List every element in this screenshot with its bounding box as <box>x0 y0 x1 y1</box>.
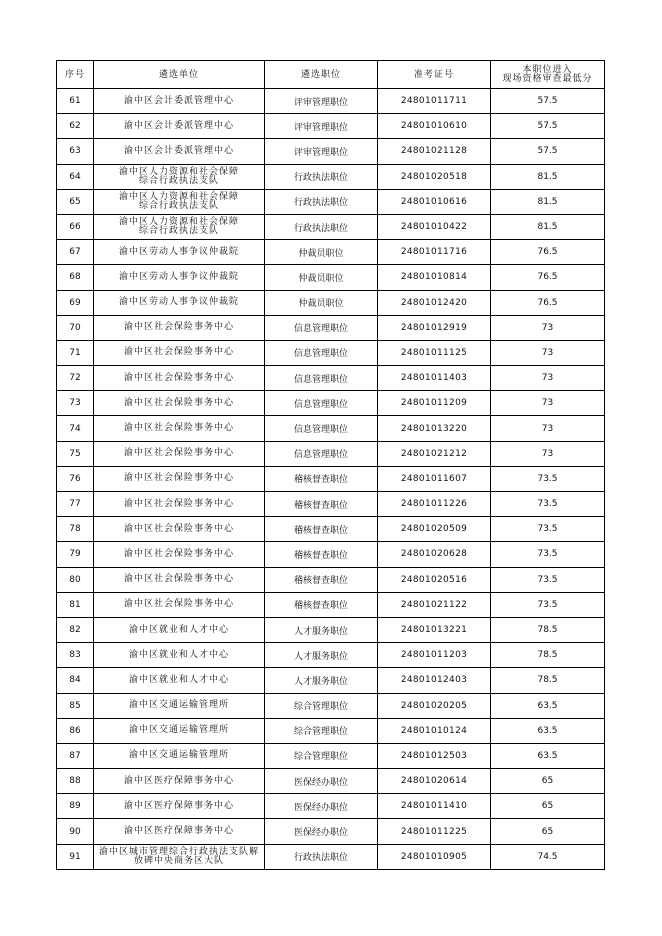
table-row <box>57 693 605 718</box>
cell-min-score: 73.5 <box>491 492 605 517</box>
cell-position: 仲裁员职位 <box>265 265 378 290</box>
cell-unit: 渝中区人力资源和社会保障 综合行政执法支队 <box>94 164 265 189</box>
cell-position: 信息管理职位 <box>265 441 378 466</box>
cell-position: 行政执法职位 <box>265 214 378 239</box>
cell-position: 稽核督查职位 <box>265 492 378 517</box>
cell-ticket-number: 24801011209 <box>378 391 491 416</box>
table-row <box>57 189 605 214</box>
cell-serial-number: 76 <box>57 466 94 491</box>
cell-serial-number: 71 <box>57 340 94 365</box>
cell-ticket-number: 24801010905 <box>378 844 491 869</box>
cell-ticket-number: 24801011226 <box>378 492 491 517</box>
cell-unit: 渝中区社会保险事务中心 <box>94 416 265 441</box>
cell-unit: 渝中区社会保险事务中心 <box>94 517 265 542</box>
cell-ticket-number: 24801010124 <box>378 718 491 743</box>
cell-position: 人才服务职位 <box>265 643 378 668</box>
cell-ticket-number: 24801013220 <box>378 416 491 441</box>
cell-ticket-number: 24801012403 <box>378 668 491 693</box>
cell-position: 稽核督查职位 <box>265 542 378 567</box>
cell-serial-number: 61 <box>57 89 94 114</box>
cell-serial-number: 85 <box>57 693 94 718</box>
cell-ticket-number: 24801011403 <box>378 366 491 391</box>
table-row <box>57 290 605 315</box>
table-row <box>57 617 605 642</box>
cell-ticket-number: 24801020628 <box>378 542 491 567</box>
cell-ticket-number: 24801010616 <box>378 189 491 214</box>
cell-serial-number: 80 <box>57 567 94 592</box>
cell-min-score: 73.5 <box>491 466 605 491</box>
cell-position: 综合管理职位 <box>265 693 378 718</box>
cell-serial-number: 68 <box>57 265 94 290</box>
table-row <box>57 340 605 365</box>
table-row <box>57 592 605 617</box>
cell-unit: 渝中区就业和人才中心 <box>94 643 265 668</box>
cell-unit: 渝中区交通运输管理所 <box>94 693 265 718</box>
cell-min-score: 76.5 <box>491 240 605 265</box>
header-min-score: 本职位进入 现场资格审查最低分 <box>491 61 605 89</box>
table-header <box>57 61 605 89</box>
table-row <box>57 819 605 844</box>
cell-unit: 渝中区会计委派管理中心 <box>94 139 265 164</box>
cell-serial-number: 63 <box>57 139 94 164</box>
cell-min-score: 65 <box>491 819 605 844</box>
cell-serial-number: 67 <box>57 240 94 265</box>
cell-unit: 渝中区交通运输管理所 <box>94 743 265 768</box>
cell-position: 人才服务职位 <box>265 668 378 693</box>
cell-position: 信息管理职位 <box>265 315 378 340</box>
cell-unit: 渝中区社会保险事务中心 <box>94 340 265 365</box>
table-body <box>57 89 605 870</box>
cell-ticket-number: 24801020518 <box>378 164 491 189</box>
cell-position: 行政执法职位 <box>265 844 378 869</box>
table-row <box>57 643 605 668</box>
cell-ticket-number: 24801020614 <box>378 769 491 794</box>
cell-ticket-number: 24801012503 <box>378 743 491 768</box>
table-row <box>57 743 605 768</box>
table-row <box>57 391 605 416</box>
cell-ticket-number: 24801020516 <box>378 567 491 592</box>
cell-position: 医保经办职位 <box>265 819 378 844</box>
cell-position: 行政执法职位 <box>265 189 378 214</box>
cell-serial-number: 78 <box>57 517 94 542</box>
cell-unit: 渝中区社会保险事务中心 <box>94 315 265 340</box>
table-row <box>57 718 605 743</box>
cell-ticket-number: 24801021212 <box>378 441 491 466</box>
header-unit: 遴选单位 <box>94 61 265 89</box>
cell-ticket-number: 24801010422 <box>378 214 491 239</box>
cell-serial-number: 87 <box>57 743 94 768</box>
cell-serial-number: 81 <box>57 592 94 617</box>
cell-ticket-number: 24801012420 <box>378 290 491 315</box>
cell-ticket-number: 24801013221 <box>378 617 491 642</box>
header-position: 遴选职位 <box>265 61 378 89</box>
cell-position: 信息管理职位 <box>265 340 378 365</box>
cell-serial-number: 64 <box>57 164 94 189</box>
cell-position: 行政执法职位 <box>265 164 378 189</box>
table-row <box>57 517 605 542</box>
cell-min-score: 81.5 <box>491 164 605 189</box>
cell-position: 稽核督查职位 <box>265 517 378 542</box>
cell-unit: 渝中区医疗保障事务中心 <box>94 794 265 819</box>
cell-unit: 渝中区城市管理综合行政执法支队解 放碑中央商务区大队 <box>94 844 265 869</box>
cell-ticket-number: 24801010814 <box>378 265 491 290</box>
cell-min-score: 73 <box>491 315 605 340</box>
cell-position: 评审管理职位 <box>265 139 378 164</box>
cell-serial-number: 79 <box>57 542 94 567</box>
cell-ticket-number: 24801021122 <box>378 592 491 617</box>
cell-serial-number: 89 <box>57 794 94 819</box>
cell-serial-number: 77 <box>57 492 94 517</box>
cell-min-score: 78.5 <box>491 668 605 693</box>
cell-unit: 渝中区社会保险事务中心 <box>94 366 265 391</box>
table-row <box>57 416 605 441</box>
table-row <box>57 214 605 239</box>
cell-unit: 渝中区会计委派管理中心 <box>94 89 265 114</box>
cell-serial-number: 75 <box>57 441 94 466</box>
cell-unit: 渝中区社会保险事务中心 <box>94 441 265 466</box>
cell-unit: 渝中区社会保险事务中心 <box>94 592 265 617</box>
cell-serial-number: 62 <box>57 114 94 139</box>
table-row <box>57 441 605 466</box>
cell-unit: 渝中区就业和人才中心 <box>94 668 265 693</box>
header-ticket-number: 准考证号 <box>378 61 491 89</box>
cell-ticket-number: 24801011225 <box>378 819 491 844</box>
cell-unit: 渝中区社会保险事务中心 <box>94 567 265 592</box>
cell-ticket-number: 24801011716 <box>378 240 491 265</box>
cell-serial-number: 88 <box>57 769 94 794</box>
table-row <box>57 769 605 794</box>
cell-min-score: 63.5 <box>491 743 605 768</box>
cell-unit: 渝中区会计委派管理中心 <box>94 114 265 139</box>
cell-serial-number: 73 <box>57 391 94 416</box>
table-row <box>57 315 605 340</box>
cell-min-score: 74.5 <box>491 844 605 869</box>
cell-ticket-number: 24801011607 <box>378 466 491 491</box>
cell-min-score: 73 <box>491 441 605 466</box>
table-row <box>57 164 605 189</box>
cell-serial-number: 90 <box>57 819 94 844</box>
cell-position: 医保经办职位 <box>265 794 378 819</box>
cell-position: 仲裁员职位 <box>265 290 378 315</box>
cell-unit: 渝中区社会保险事务中心 <box>94 391 265 416</box>
cell-min-score: 63.5 <box>491 718 605 743</box>
cell-min-score: 73.5 <box>491 567 605 592</box>
table-row <box>57 567 605 592</box>
cell-min-score: 78.5 <box>491 617 605 642</box>
cell-ticket-number: 24801011410 <box>378 794 491 819</box>
table-row <box>57 844 605 869</box>
table-row <box>57 492 605 517</box>
cell-serial-number: 82 <box>57 617 94 642</box>
cell-serial-number: 84 <box>57 668 94 693</box>
cell-min-score: 81.5 <box>491 214 605 239</box>
cell-unit: 渝中区人力资源和社会保障 综合行政执法支队 <box>94 214 265 239</box>
table-row <box>57 114 605 139</box>
cell-min-score: 63.5 <box>491 693 605 718</box>
cell-min-score: 73 <box>491 416 605 441</box>
cell-position: 信息管理职位 <box>265 366 378 391</box>
cell-serial-number: 83 <box>57 643 94 668</box>
cell-serial-number: 86 <box>57 718 94 743</box>
cell-unit: 渝中区医疗保障事务中心 <box>94 819 265 844</box>
cell-unit: 渝中区劳动人事争议仲裁院 <box>94 240 265 265</box>
cell-serial-number: 74 <box>57 416 94 441</box>
cell-position: 信息管理职位 <box>265 391 378 416</box>
results-table <box>56 60 605 870</box>
cell-position: 仲裁员职位 <box>265 240 378 265</box>
cell-position: 综合管理职位 <box>265 718 378 743</box>
cell-unit: 渝中区社会保险事务中心 <box>94 466 265 491</box>
cell-serial-number: 91 <box>57 844 94 869</box>
cell-min-score: 73.5 <box>491 592 605 617</box>
table-row <box>57 466 605 491</box>
cell-min-score: 73 <box>491 340 605 365</box>
table-row <box>57 668 605 693</box>
cell-unit: 渝中区人力资源和社会保障 综合行政执法支队 <box>94 189 265 214</box>
cell-unit: 渝中区劳动人事争议仲裁院 <box>94 290 265 315</box>
cell-serial-number: 72 <box>57 366 94 391</box>
cell-serial-number: 69 <box>57 290 94 315</box>
cell-position: 稽核督查职位 <box>265 592 378 617</box>
cell-ticket-number: 24801021128 <box>378 139 491 164</box>
table-row <box>57 794 605 819</box>
cell-ticket-number: 24801020205 <box>378 693 491 718</box>
table-row <box>57 89 605 114</box>
cell-min-score: 73 <box>491 391 605 416</box>
cell-unit: 渝中区社会保险事务中心 <box>94 542 265 567</box>
cell-position: 稽核督查职位 <box>265 466 378 491</box>
cell-min-score: 73 <box>491 366 605 391</box>
cell-position: 稽核督查职位 <box>265 567 378 592</box>
table-row <box>57 265 605 290</box>
cell-unit: 渝中区社会保险事务中心 <box>94 492 265 517</box>
cell-min-score: 57.5 <box>491 89 605 114</box>
cell-ticket-number: 24801011203 <box>378 643 491 668</box>
cell-position: 医保经办职位 <box>265 769 378 794</box>
table-row <box>57 366 605 391</box>
cell-serial-number: 70 <box>57 315 94 340</box>
cell-min-score: 81.5 <box>491 189 605 214</box>
cell-min-score: 78.5 <box>491 643 605 668</box>
table-row <box>57 542 605 567</box>
cell-position: 信息管理职位 <box>265 416 378 441</box>
cell-ticket-number: 24801011711 <box>378 89 491 114</box>
cell-unit: 渝中区劳动人事争议仲裁院 <box>94 265 265 290</box>
header-serial-number: 序号 <box>57 61 94 89</box>
header-row <box>57 61 605 89</box>
cell-ticket-number: 24801020509 <box>378 517 491 542</box>
cell-unit: 渝中区医疗保障事务中心 <box>94 769 265 794</box>
cell-position: 人才服务职位 <box>265 617 378 642</box>
cell-min-score: 57.5 <box>491 114 605 139</box>
cell-serial-number: 66 <box>57 214 94 239</box>
cell-serial-number: 65 <box>57 189 94 214</box>
cell-min-score: 57.5 <box>491 139 605 164</box>
cell-min-score: 73.5 <box>491 542 605 567</box>
table-row <box>57 240 605 265</box>
cell-position: 综合管理职位 <box>265 743 378 768</box>
cell-min-score: 76.5 <box>491 265 605 290</box>
cell-unit: 渝中区交通运输管理所 <box>94 718 265 743</box>
cell-position: 评审管理职位 <box>265 114 378 139</box>
cell-position: 评审管理职位 <box>265 89 378 114</box>
cell-min-score: 65 <box>491 769 605 794</box>
cell-min-score: 73.5 <box>491 517 605 542</box>
cell-unit: 渝中区就业和人才中心 <box>94 617 265 642</box>
cell-ticket-number: 24801010610 <box>378 114 491 139</box>
cell-ticket-number: 24801012919 <box>378 315 491 340</box>
cell-ticket-number: 24801011125 <box>378 340 491 365</box>
table-row <box>57 139 605 164</box>
cell-min-score: 65 <box>491 794 605 819</box>
cell-min-score: 76.5 <box>491 290 605 315</box>
